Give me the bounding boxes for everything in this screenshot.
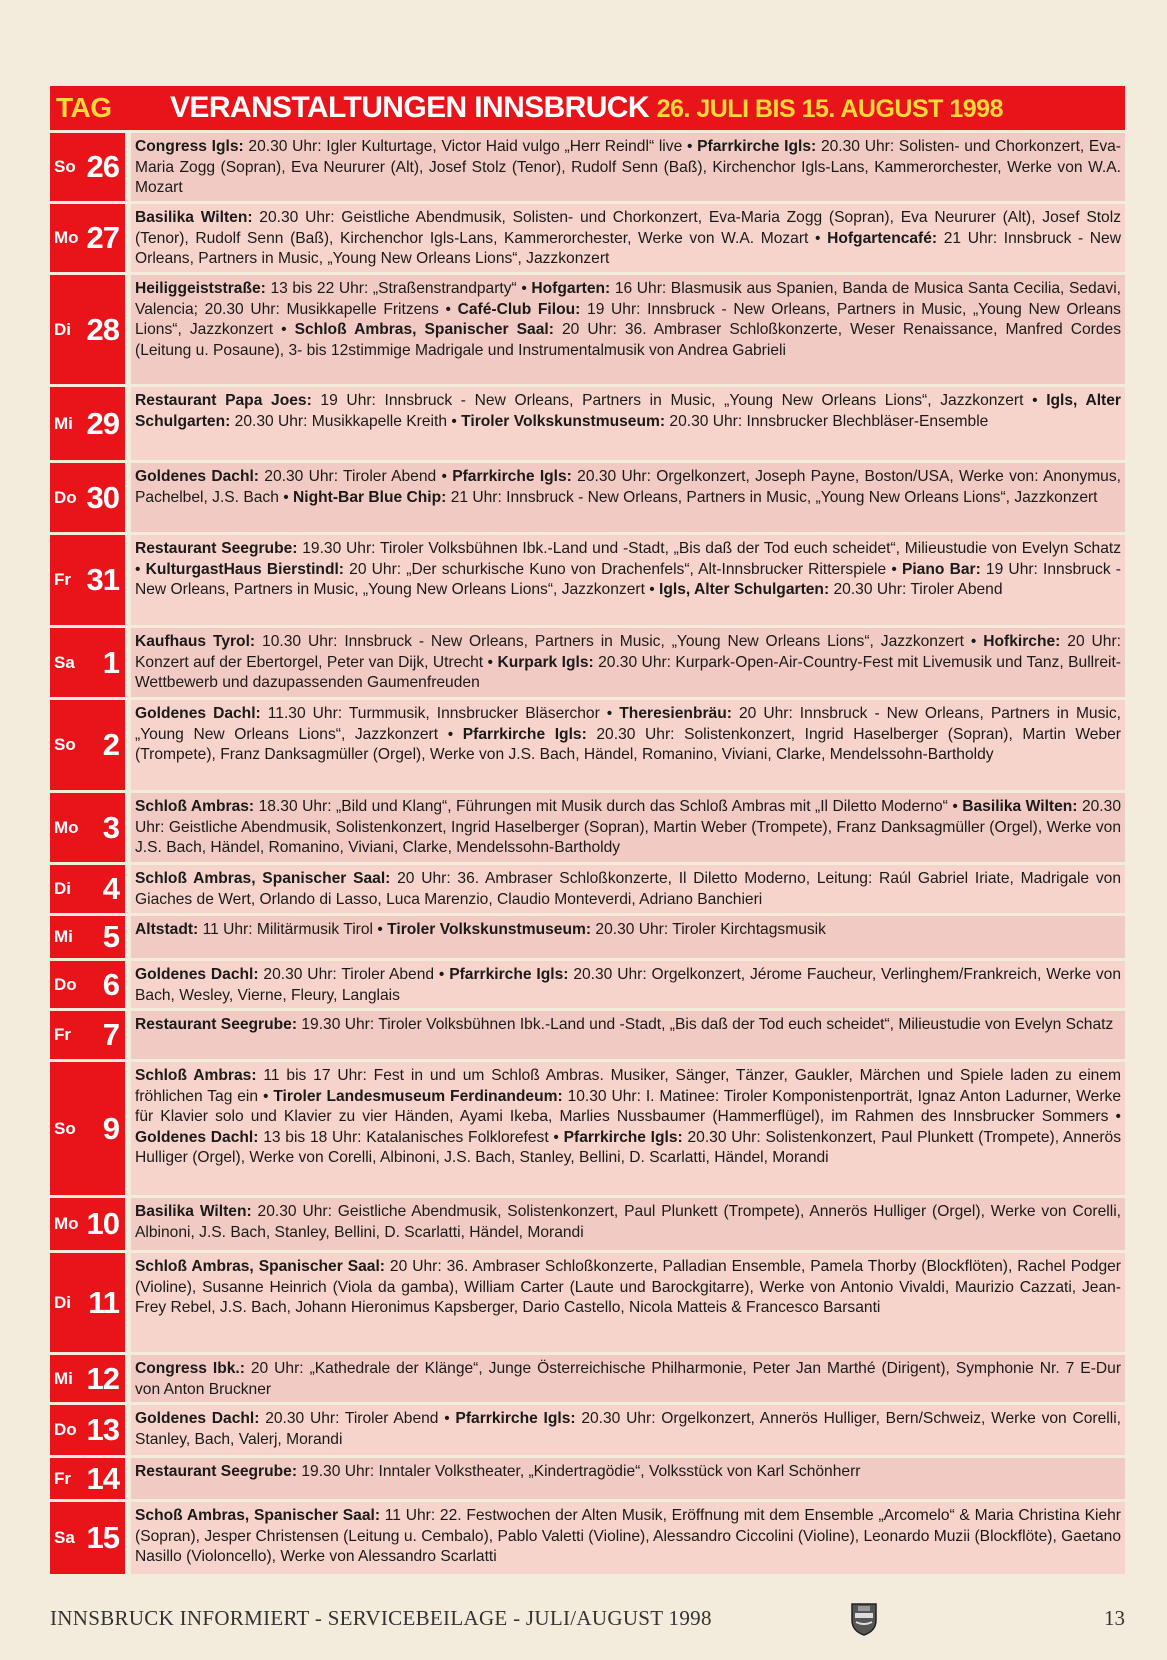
- date-number: 31: [86, 562, 119, 597]
- innsbruck-crest-icon: [850, 1600, 878, 1642]
- event-description: Kaufhaus Tyrol: 10.30 Uhr: Innsbruck - New Orleans, Partners in Music, „Young New Orleans Lions“, Jazzkonzert • Hofkirche: 20 Uhr: Konzert auf der Ebertorgel, Peter van Dijk, Utrecht • Kurpark Igls: 20.30 Uhr: Kurpark-Open-Air-Country-Fest mit Livemusik und Tanz, Bullreit-Wettbewerb und dazupassenden Gaumenfreuden: [131, 628, 1125, 697]
- weekday-label: Mo: [54, 1214, 79, 1233]
- weekday-label: Sa: [54, 1528, 75, 1547]
- weekday-label: Mo: [54, 817, 79, 837]
- date-number: 13: [86, 1412, 119, 1447]
- date-number: 14: [86, 1460, 119, 1496]
- date-number: 29: [86, 405, 119, 441]
- date-number: 3: [102, 809, 119, 845]
- weekday-label: Sa: [54, 652, 75, 672]
- event-description: Goldenes Dachl: 20.30 Uhr: Tiroler Abend • Pfarrkirche Igls: 20.30 Uhr: Orgelkonzert, Annerös Hulliger, Bern/Schweiz, Werke von Corelli, Stanley, Bach, Valerj, Morandi: [131, 1405, 1125, 1455]
- day-cell: [50, 1405, 125, 1455]
- date-number: 10: [86, 1206, 119, 1241]
- event-description: Basilika Wilten: 20.30 Uhr: Geistliche Abendmusik, Solisten- und Chorkonzert, Eva-Maria Zogg (Sopran), Eva Neururer (Alt), Josef Stolz (Tenor), Rudolf Senn (Baß), Kirchenchor Igls-Lans, Kammerorchester, Werke von W.A. Mozart • Hofgartencafé: 21 Uhr: Innsbruck - New Orleans, Partners in Music, „Young New Orleans Lions“, Jazzkonzert: [131, 204, 1125, 272]
- day-cell: [50, 916, 125, 958]
- event-row: [50, 1502, 1125, 1577]
- day-cell: [50, 387, 125, 460]
- event-row: [50, 628, 1125, 700]
- day-cell: [50, 700, 125, 790]
- day-cell: [50, 275, 125, 384]
- event-rows: [50, 133, 1125, 1577]
- day-cell: [50, 1355, 125, 1402]
- date-number: 2: [102, 727, 119, 762]
- header-title-text: VERANSTALTUNGEN INNSBRUCK: [170, 91, 649, 124]
- event-row: [50, 865, 1125, 916]
- weekday-label: Fr: [54, 1468, 71, 1488]
- event-description: Restaurant Seegrube: 19.30 Uhr: Inntaler Volkstheater, „Kindertragödie“, Volksstück von Karl Schönherr: [131, 1458, 1125, 1499]
- date-number: 27: [86, 220, 119, 255]
- day-cell: [50, 133, 125, 201]
- weekday-label: So: [54, 157, 76, 176]
- table-header: [50, 86, 1125, 133]
- weekday-label: Fr: [54, 570, 71, 589]
- event-description: Schloß Ambras, Spanischer Saal: 20 Uhr: 36. Ambraser Schloßkonzerte, Il Diletto Moderno, Leitung: Raúl Gabriel Iriate, Madrigale von Giaches de Wert, Orlando di Lasso, Luca Marenzio, Claudio Monteverdi, Adriano Banchieri: [131, 865, 1125, 913]
- event-row: [50, 204, 1125, 275]
- day-cell: [50, 628, 125, 697]
- event-description: Restaurant Seegrube: 19.30 Uhr: Tiroler Volksbühnen Ibk.-Land und -Stadt, „Bis daß der Tod euch scheidet“, Milieustudie von Evelyn Schatz • KulturgastHaus Bierstindl: 20 Uhr: „Der schurkische Kuno von Drachenfels“, Alt-Innsbrucker Ritterspiele • Piano Bar: 19 Uhr: Innsbruck - New Orleans, Partners in Music, „Young New Orleans Lions“, Jazzkonzert • Igls, Alter Schulgarten: 20.30 Uhr: Tiroler Abend: [131, 535, 1125, 625]
- date-number: 6: [102, 966, 119, 1002]
- weekday-label: Do: [54, 487, 77, 507]
- event-row: [50, 133, 1125, 204]
- event-row: [50, 1198, 1125, 1253]
- event-description: Goldenes Dachl: 11.30 Uhr: Turmmusik, Innsbrucker Bläserchor • Theresienbräu: 20 Uhr: Innsbruck - New Orleans, Partners in Music, „Young New Orleans Lions“, Jazzkonzert • Pfarrkirche Igls: 20.30 Uhr: Solistenkonzert, Ingrid Haselberger (Sopran), Martin Weber (Trompete), Franz Danksagmüller (Orgel), Werke von J.S. Bach, Händel, Romanino, Viviani, Clarke, Mendelssohn-Bartholdy: [131, 700, 1125, 790]
- event-description: Restaurant Papa Joes: 19 Uhr: Innsbruck - New Orleans, Partners in Music, „Young New Orleans Lions“, Jazzkonzert • Igls, Alter Schulgarten: 20.30 Uhr: Musikkapelle Kreith • Tiroler Volkskunstmuseum: 20.30 Uhr: Innsbrucker Blechbläser-Ensemble: [131, 387, 1125, 460]
- date-number: 15: [86, 1520, 119, 1555]
- day-cell: [50, 793, 125, 862]
- date-number: 4: [102, 871, 119, 906]
- date-number: 1: [102, 644, 119, 680]
- date-number: 26: [86, 149, 119, 184]
- page-number: 13: [1104, 1606, 1125, 1630]
- footer-text: INNSBRUCK INFORMIERT - SERVICEBEILAGE - JULI/AUGUST 1998: [50, 1606, 712, 1630]
- event-row: [50, 1355, 1125, 1405]
- header-dates: 26. JULI BIS 15. AUGUST 1998: [656, 95, 1003, 123]
- day-cell: [50, 1458, 125, 1499]
- event-row: [50, 700, 1125, 793]
- day-cell: [50, 865, 125, 913]
- event-row: [50, 1062, 1125, 1198]
- page-footer: [50, 1600, 1125, 1634]
- event-description: Schloß Ambras: 11 bis 17 Uhr: Fest in und um Schloß Ambras. Musiker, Sänger, Tänzer, Gaukler, Märchen und Spiele laden zu einem fröhlichen Tag ein • Tiroler Landesmuseum Ferdinandeum: 10.30 Uhr: I. Matinee: Tiroler Komponistenporträt, Ignaz Anton Ladurner, Werke für Klavier solo und Klavier zu vier Händen, Ayami Ikeba, Marlies Nussbaumer (Hammerflügel), im Rahmen des Innsbrucker Sommers • Goldenes Dachl: 13 bis 18 Uhr: Katalanisches Folklorefest • Pfarrkirche Igls: 20.30 Uhr: Solistenkonzert, Paul Plunkett (Trompete), Annerös Hulliger (Orgel), Werke von Corelli, Albinoni, J.S. Bach, Stanley, Bellini, D. Scarlatti, Händel, Morandi: [131, 1062, 1125, 1195]
- event-row: [50, 961, 1125, 1011]
- weekday-label: Di: [54, 319, 71, 339]
- day-cell: [50, 535, 125, 625]
- header-tag: TAG: [56, 92, 112, 123]
- weekday-label: Mi: [54, 927, 73, 946]
- date-number: 12: [86, 1360, 119, 1396]
- event-description: Schloß Ambras: 18.30 Uhr: „Bild und Klang“, Führungen mit Musik durch das Schloß Ambras mit „Il Diletto Moderno“ • Basilika Wilten: 20.30 Uhr: Geistliche Abendmusik, Solistenkonzert, Ingrid Haselberger (Sopran), Martin Weber (Trompete), Franz Danksagmüller (Orgel), Werke von J.S. Bach, Händel, Romanino, Viviani, Clarke, Mendelssohn-Bartholdy: [131, 793, 1125, 862]
- event-description: Restaurant Seegrube: 19.30 Uhr: Tiroler Volksbühnen Ibk.-Land und -Stadt, „Bis daß der Tod euch scheidet“, Milieustudie von Evelyn Schatz: [131, 1011, 1125, 1059]
- event-row: [50, 1405, 1125, 1458]
- event-description: Schloß Ambras, Spanischer Saal: 20 Uhr: 36. Ambraser Schloßkonzerte, Palladian Ensemble, Pamela Thorby (Blockflöten), Rachel Podger (Violine), Susanne Heinrich (Viola da gamba), William Carter (Laute und Barockgitarre), Werke von Antonio Vivaldi, Maurizio Cazzati, Jean-Frey Rebel, J.S. Bach, Johann Hieronimus Kapsberger, Dario Castello, Nicola Matteis & Francesco Barsanti: [131, 1253, 1125, 1352]
- weekday-label: Mo: [54, 228, 79, 247]
- event-row: [50, 916, 1125, 961]
- day-cell: [50, 961, 125, 1008]
- event-description: Congress Igls: 20.30 Uhr: Igler Kulturtage, Victor Haid vulgo „Herr Reindl“ live • Pfarrkirche Igls: 20.30 Uhr: Solisten- und Chorkonzert, Eva-Maria Zogg (Sopran), Eva Neururer (Alt), Josef Stolz (Tenor), Rudolf Senn (Baß), Kirchenchor Igls-Lans, Kammerorchester, Werke von W.A. Mozart: [131, 133, 1125, 201]
- day-cell: [50, 1011, 125, 1059]
- event-row: [50, 275, 1125, 387]
- event-description: Schoß Ambras, Spanischer Saal: 11 Uhr: 22. Festwochen der Alten Musik, Eröffnung mit dem Ensemble „Arcomelo“ & Maria Christina Kiehr (Sopran), Jesper Christensen (Leitung u. Cembalo), Pablo Valetti (Violine), Alessandro Ciccolini (Violine), Leonardo Muzii (Blockflöte), Gaetano Nasillo (Violoncello), Werke von Alessandro Scarlatti: [131, 1502, 1125, 1574]
- event-description: Basilika Wilten: 20.30 Uhr: Geistliche Abendmusik, Solistenkonzert, Paul Plunkett (Trompete), Annerös Hulliger (Orgel), Werke von Corelli, Albinoni, J.S. Bach, Stanley, Bellini, D. Scarlatti, Händel, Morandi: [131, 1198, 1125, 1250]
- event-description: Heiliggeiststraße: 13 bis 22 Uhr: „Straßenstrandparty“ • Hofgarten: 16 Uhr: Blasmusik aus Spanien, Banda de Musica Santa Cecilia, Sedavi, Valencia; 20.30 Uhr: Musikkapelle Fritzens • Café-Club Filou: 19 Uhr: Innsbruck - New Orleans, Partners in Music, „Young New Orleans Lions“, Jazzkonzert • Schloß Ambras, Spanischer Saal: 20 Uhr: 36. Ambraser Schloßkonzerte, Weser Renaissance, Manfred Cordes (Leitung u. Posaune), 3- bis 12stimmige Madrigale und Instrumentalmusik von Andrea Gabrieli: [131, 275, 1125, 384]
- weekday-label: Di: [54, 1292, 71, 1312]
- weekday-label: Fr: [54, 1025, 71, 1044]
- event-row: [50, 793, 1125, 865]
- weekday-label: Do: [54, 974, 77, 994]
- day-cell: [50, 204, 125, 272]
- date-number: 9: [102, 1110, 119, 1146]
- event-row: [50, 387, 1125, 463]
- weekday-label: Mi: [54, 1368, 73, 1388]
- header-title: [132, 86, 1125, 130]
- event-row: [50, 1458, 1125, 1502]
- event-description: Goldenes Dachl: 20.30 Uhr: Tiroler Abend • Pfarrkirche Igls: 20.30 Uhr: Orgelkonzert, Joseph Payne, Boston/USA, Werke von: Anonymus, Pachelbel, J.S. Bach • Night-Bar Blue Chip: 21 Uhr: Innsbruck - New Orleans, Partners in Music, „Young New Orleans Lions“, Jazzkonzert: [131, 463, 1125, 532]
- date-number: 11: [88, 1284, 119, 1320]
- event-description: Goldenes Dachl: 20.30 Uhr: Tiroler Abend • Pfarrkirche Igls: 20.30 Uhr: Orgelkonzert, Jérome Faucheur, Verlinghem/Frankreich, Werke von Bach, Wesley, Vierne, Fleury, Langlais: [131, 961, 1125, 1008]
- day-cell: [50, 1198, 125, 1250]
- weekday-label: Di: [54, 879, 71, 898]
- event-row: [50, 463, 1125, 535]
- event-row: [50, 535, 1125, 628]
- weekday-label: So: [54, 1118, 76, 1138]
- day-cell: [50, 1062, 125, 1195]
- day-cell: [50, 1502, 125, 1574]
- day-cell: [50, 463, 125, 532]
- weekday-label: Mi: [54, 413, 73, 433]
- date-number: 28: [86, 311, 119, 347]
- event-row: [50, 1011, 1125, 1062]
- event-description: Altstadt: 11 Uhr: Militärmusik Tirol • Tiroler Volkskunstmuseum: 20.30 Uhr: Tiroler Kirchtagsmusik: [131, 916, 1125, 958]
- day-cell: [50, 1253, 125, 1352]
- date-number: 5: [102, 919, 119, 954]
- weekday-label: Do: [54, 1420, 77, 1439]
- event-row: [50, 1253, 1125, 1355]
- weekday-label: So: [54, 735, 76, 754]
- events-table: [50, 86, 1125, 1577]
- date-number: 7: [102, 1017, 119, 1052]
- event-description: Congress Ibk.: 20 Uhr: „Kathedrale der Klänge“, Junge Österreichische Philharmonie, Peter Jan Marthé (Dirigent), Symphonie Nr. 7 E-Dur von Anton Bruckner: [131, 1355, 1125, 1402]
- date-number: 30: [86, 479, 119, 515]
